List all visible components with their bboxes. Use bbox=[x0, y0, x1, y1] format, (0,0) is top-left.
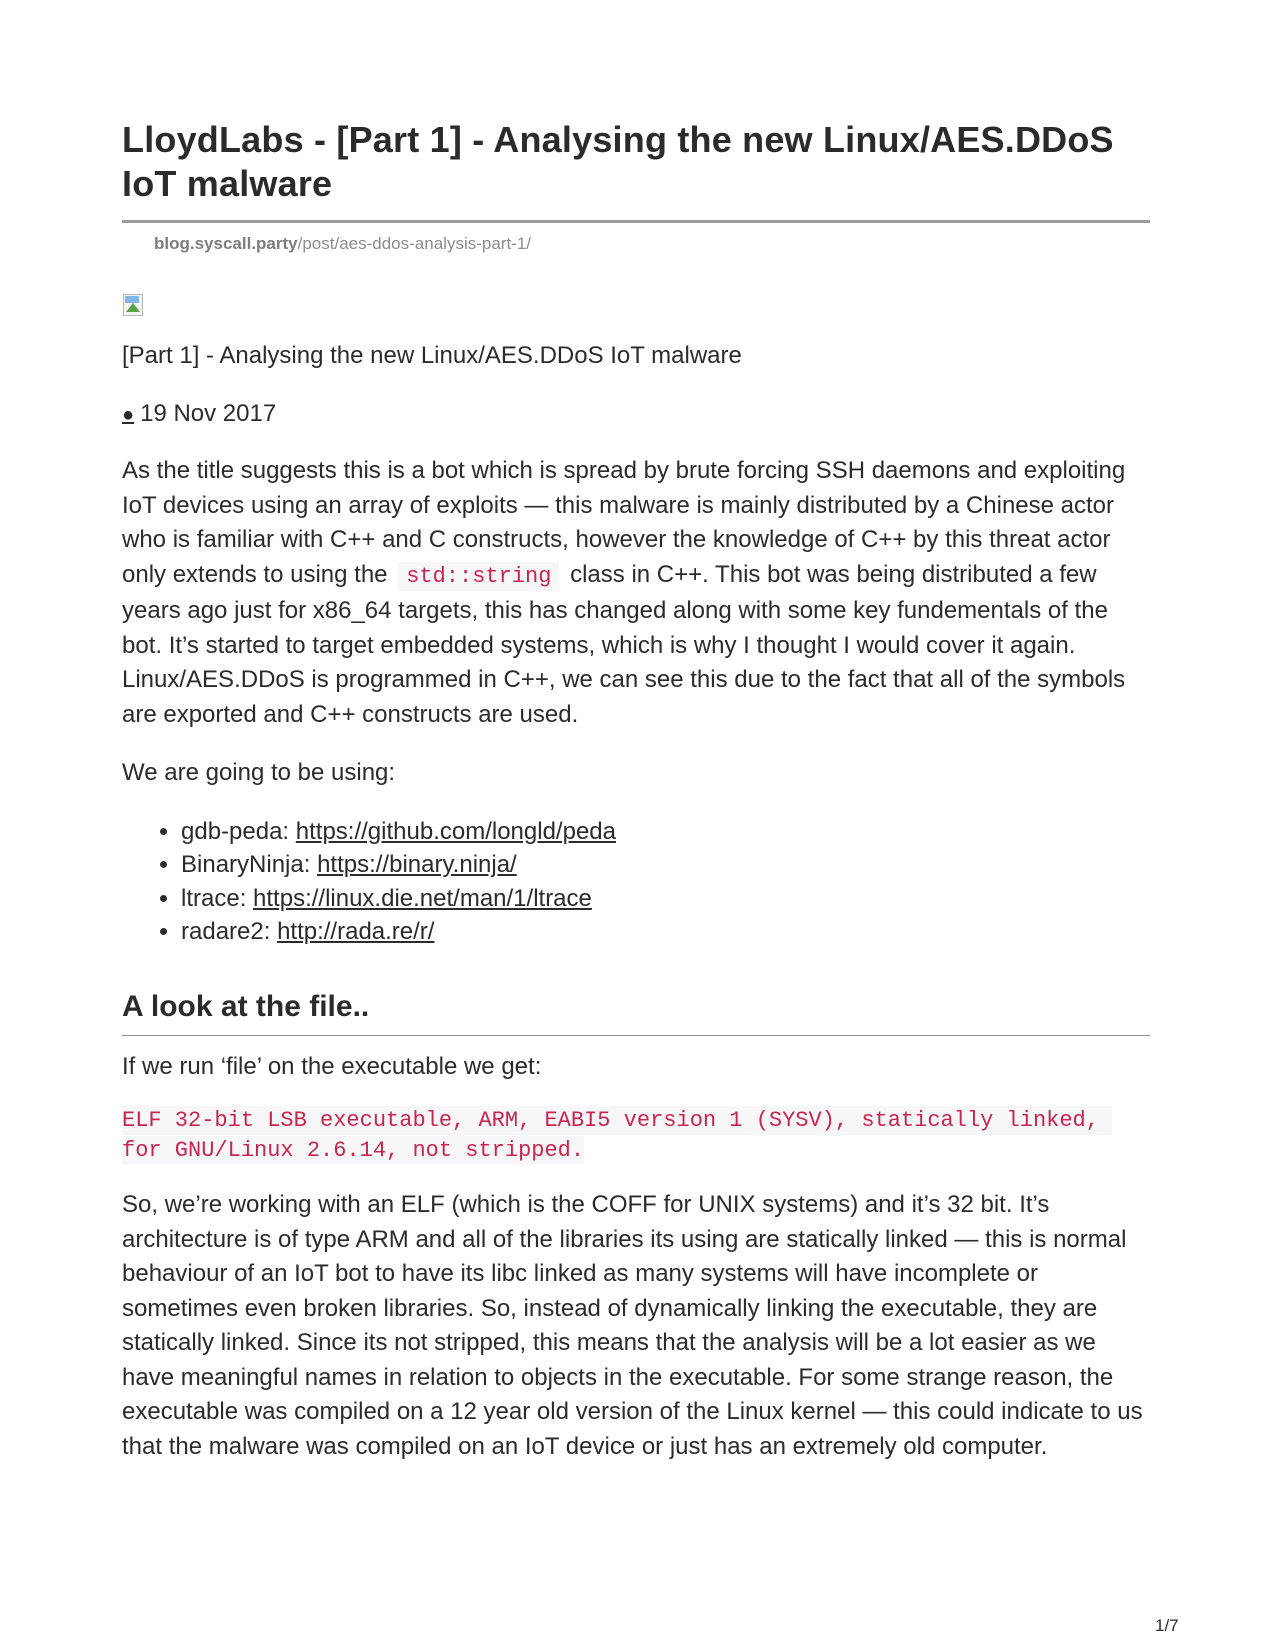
article bbox=[122, 118, 1150, 1464]
list-item bbox=[181, 815, 1150, 849]
source-url[interactable] bbox=[154, 233, 1150, 255]
tools-intro: We are going to be using: bbox=[122, 759, 396, 786]
article-subtitle: [Part 1] - Analysing the new Linux/AES.DDoS IoT malware bbox=[122, 342, 742, 369]
title-divider bbox=[122, 220, 1150, 223]
page-number: 1/7 bbox=[1155, 1616, 1179, 1635]
file-output-text: ELF 32-bit LSB executable, ARM, EABI5 version 1 (SYSV), statically linked, for GNU/Linux 2.6.14, not stripped. bbox=[122, 1108, 1113, 1163]
intro-text-after: class in C++. This bot was being distributed a few years ago just for x86_64 targets, this has changed along with some key fundementals of the bot. It’s started to target embedded systems, which is why I thought I would cover it again. Linux/AES.DDoS is programmed in C++, we can see this due to the fact that all of the symbols are exported and C++ constructs are used. bbox=[122, 560, 1126, 728]
tool-link[interactable]: https://binary.ninja/ bbox=[317, 851, 517, 878]
tool-name: radare2: bbox=[181, 918, 278, 945]
file-output-codeblock bbox=[122, 1106, 1150, 1166]
source-domain[interactable]: blog.syscall.party bbox=[154, 234, 298, 253]
post-date bbox=[122, 399, 1150, 430]
tool-name: BinaryNinja: bbox=[181, 851, 318, 878]
tool-link[interactable]: http://rada.re/r/ bbox=[277, 918, 435, 945]
date-text: 19 Nov 2017 bbox=[140, 400, 277, 427]
tools-list bbox=[122, 815, 1150, 949]
intro-paragraph bbox=[122, 454, 1150, 732]
file-intro: If we run ‘file’ on the executable we get: bbox=[122, 1052, 542, 1080]
date-bullet-icon[interactable]: ● bbox=[122, 404, 135, 426]
analysis-paragraph: So, we’re working with an ELF (which is the COFF for UNIX systems) and it’s 32 bit. It’s architecture is of type ARM and all of the libraries its using are statically linked — this is normal behaviour of an IoT bot to have its libc linked as many systems will have incomplete or sometimes even broken libraries. So, instead of dynamically linking the executable, they are statically linked. Since its not stripped, this means that the analysis will be a lot easier as we have meaningful names in relation to objects in the executable. For some strange reason, the executable was compiled on a 12 year old version of the Linux kernel — this could indicate to us that the malware was compiled on an IoT device or just has an extremely old computer. bbox=[122, 1191, 1143, 1460]
inline-code: std::string bbox=[398, 562, 559, 591]
intro-text-before: As the title suggests this is a bot which is spread by brute forcing SSH daemons and exploiting IoT devices using an array of exploits — this malware is mainly distributed by a Chinese actor who is familiar with C++ and C constructs, however the knowledge of C++ by this threat actor only extends to using the bbox=[122, 457, 1126, 588]
list-item bbox=[181, 915, 1150, 949]
section-divider bbox=[122, 1035, 1150, 1036]
tool-link[interactable]: https://linux.die.net/man/1/ltrace bbox=[253, 884, 592, 912]
list-item bbox=[181, 882, 1150, 916]
tool-link[interactable]: https://github.com/longld/peda bbox=[295, 817, 616, 845]
section-heading: A look at the file.. bbox=[122, 989, 370, 1023]
list-item bbox=[181, 848, 1150, 882]
page-title: LloydLabs - [Part 1] - Analysing the new Linux/AES.DDoS IoT malware bbox=[122, 119, 1114, 204]
tool-name: gdb-peda: bbox=[181, 817, 296, 845]
tool-name: ltrace: bbox=[181, 884, 254, 912]
source-path[interactable]: /post/aes-ddos-analysis-part-1/ bbox=[297, 234, 532, 253]
broken-image-icon bbox=[122, 293, 144, 317]
